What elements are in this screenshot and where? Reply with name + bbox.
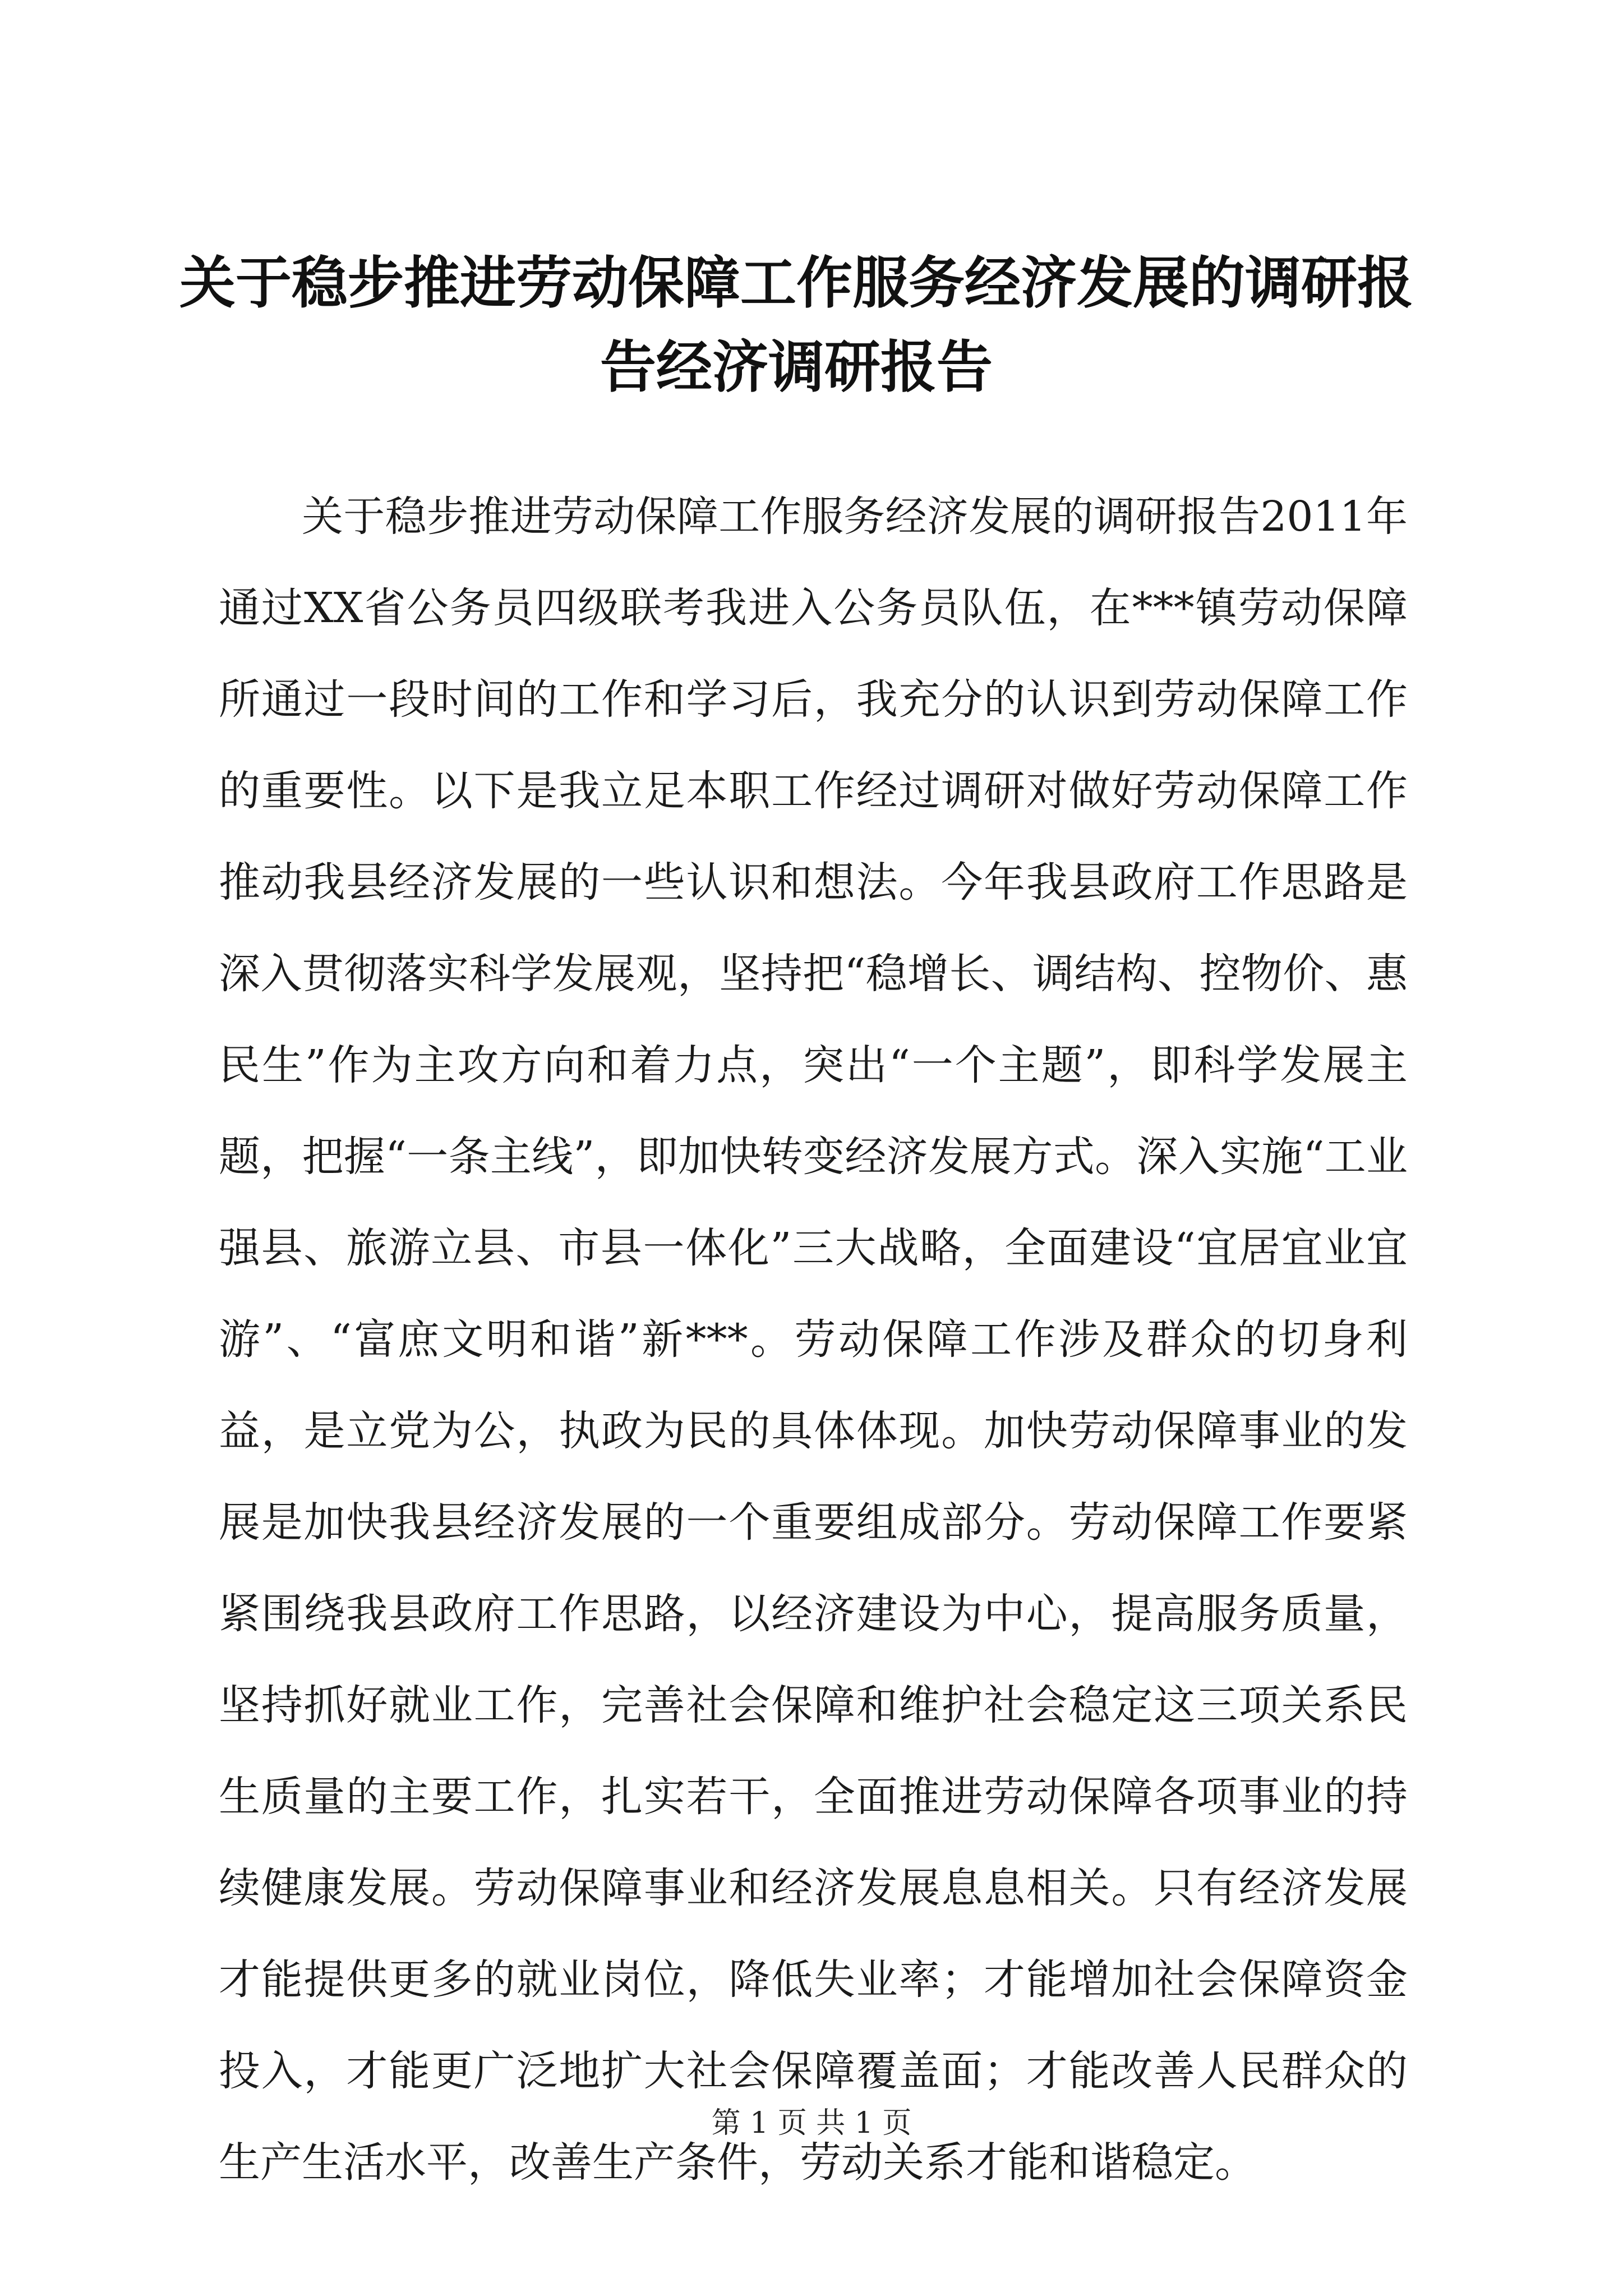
- document-title: 关于稳步推进劳动保障工作服务经济发展的调研报告经济调研报告: [179, 250, 1413, 400]
- body-paragraph: 关于稳步推进劳动保障工作服务经济发展的调研报告2011年通过XX省公务员四级联考我进入公务员队伍，在***镇劳动保障所通过一段时间的工作和学习后，我充分的认识到劳动保障工作的重要性。以下是我立足本职工作经过调研对做好劳动保障工作推动我县经济发展的一些认识和想法。今年我县政府工作思路是深入贯彻落实科学发展观，坚持把“稳增长、调结构、控物价、惠民生”作为主攻方向和着力点，突出“一个主题”，即科学发展主题，把握“一条主线”，即加快转变经济发展方式。深入实施“工业强县、旅游立县、市县一体化”三大战略，全面建设“宜居宜业宜游”、“富庶文明和谐”新***。劳动保障工作涉及群众的切身利益，是立党为公，执政为民的具体体现。加快劳动保障事业的发展是加快我县经济发展的一个重要组成部分。劳动保障工作要紧紧围绕我县政府工作思路，以经济建设为中心，提高服务质量，坚持抓好就业工作，完善社会保障和维护社会稳定这三项关系民生质量的主要工作，扎实若干，全面推进劳动保障各项事业的持续健康发展。劳动保障事业和经济发展息息相关。只有经济发展才能提供更多的就业岗位，降低失业率；才能增加社会保障资金投入，才能更广泛地扩大社会保障覆盖面；才能改善人民群众的生产生活水平，改善生产条件，劳动关系才能和谐稳定。: [219, 493, 1408, 2187]
- page-footer: 第 1 页 共 1 页: [711, 2106, 912, 2140]
